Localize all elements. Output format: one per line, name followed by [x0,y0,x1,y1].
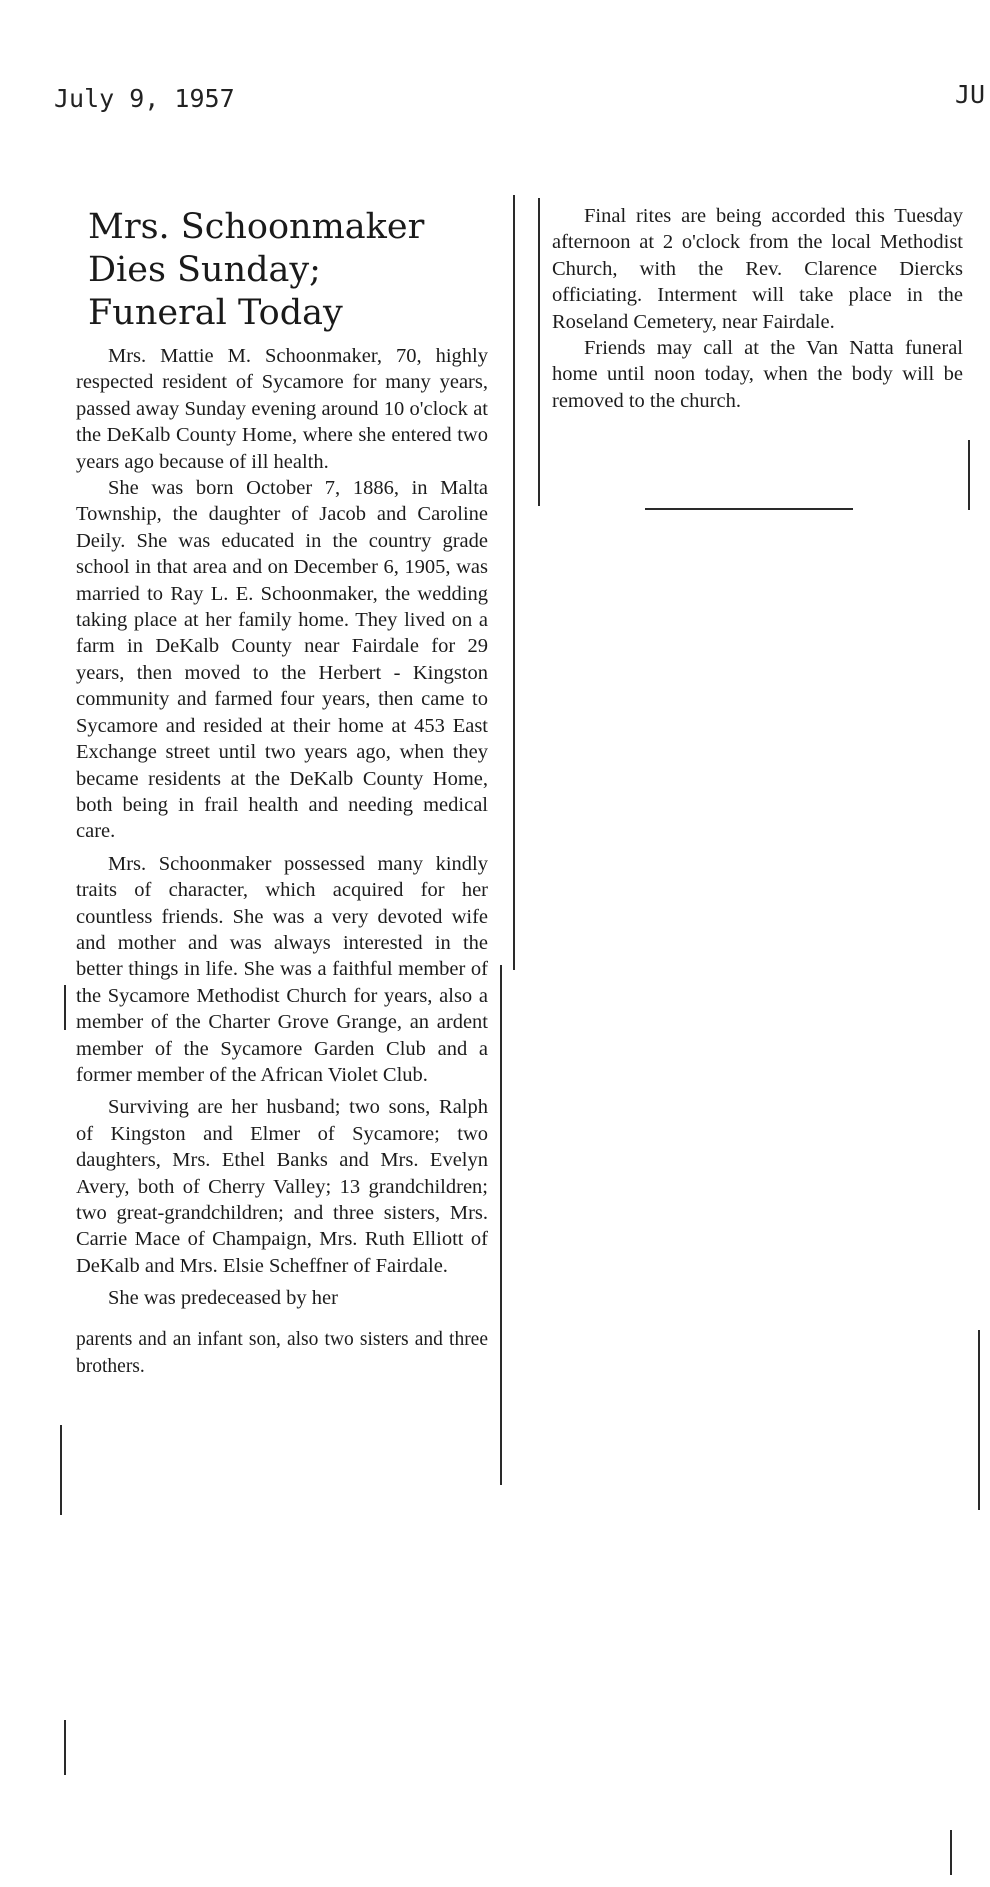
article-end-rule [645,508,853,510]
lower-right-rule [950,1830,952,1875]
paragraph-biography: She was born October 7, 1886, in Malta Township, the daughter of Jacob and Caroline Deily. She was educated in the country grade school in that area and on December 6, 1905, was married to Ray L. E. Schoonmaker, the wedding taking place at her family home. They lived on a farm in DeKalb County near Fairdale for 29 years, then moved to the Herbert - Kingston community and farmed four years, then came to Sycamore and resided at their home at 453 East Exchange street until two years ago, when they became residents at the DeKalb County Home, both being in frail health and needing medical care. [76,477,488,843]
paragraph-survivors: Surviving are her husband; two sons, Ralph of Kingston and Elmer of Sycamore; two daughters, Mrs. Ethel Banks and Mrs. Evelyn Avery, both of Cherry Valley; 13 grandchildren; two great-grandchildren; and three sisters, Mrs. Carrie Mace of Champaign, Mrs. Ruth Elliott of DeKalb and Mrs. Elsie Scheffner of Fairdale. [76,1096,488,1277]
article-column-1 [76,343,488,1380]
clipping-edge-cut-text [630,1874,900,1887]
column-rule-1-lower [500,965,502,1485]
left-margin-rule-2 [60,1425,62,1515]
paragraph-predeceased-continued: parents and an infant son, also two sisters and three brothers. [76,1328,488,1377]
article-headline [88,206,488,335]
column-rule-2 [538,198,540,506]
paragraph-funeral-rites: Final rites are being accorded this Tuesday afternoon at 2 o'clock from the local Methodist Church, with the Rev. Clarence Diercks officiating. Interment will take place in the Roseland Cemetery, near Fairdale. [552,205,963,333]
article-column-2 [552,203,963,414]
clipping-date: July 9, 1957 [54,84,235,113]
column-rule-2-right [968,440,970,510]
paragraph-intro: Mrs. Mattie M. Schoonmaker, 70, highly respected resident of Sycamore for many years, passed away Sunday evening around 10 o'clock at the DeKalb County Home, where she entered two years ago because of ill health. [76,345,488,473]
headline-line-2: Dies Sunday; [88,250,321,290]
headline-line-1: Mrs. Schoonmaker [88,207,425,247]
left-margin-rule-1 [64,985,66,1030]
left-margin-rule-3 [64,1720,66,1775]
column-rule-1 [513,195,515,970]
paragraph-visitation: Friends may call at the Van Natta funeral home until noon today, when the body will be removed to the church. [552,337,963,412]
headline-line-3: Funeral Today [88,293,343,333]
right-edge-rule [978,1330,980,1510]
paragraph-character: Mrs. Schoonmaker possessed many kindly traits of character, which acquired for her countless friends. She was a very devoted wife and mother and was always interested in the better things in life. She was a faithful member of the Sycamore Methodist Church for years, also a member of the Charter Grove Grange, an ardent member of the Sycamore Garden Club and a former member of the African Violet Club. [76,852,488,1086]
paragraph-predeceased: She was predeceased by her [108,1287,338,1310]
clipping-date-cut: JU [955,80,986,109]
